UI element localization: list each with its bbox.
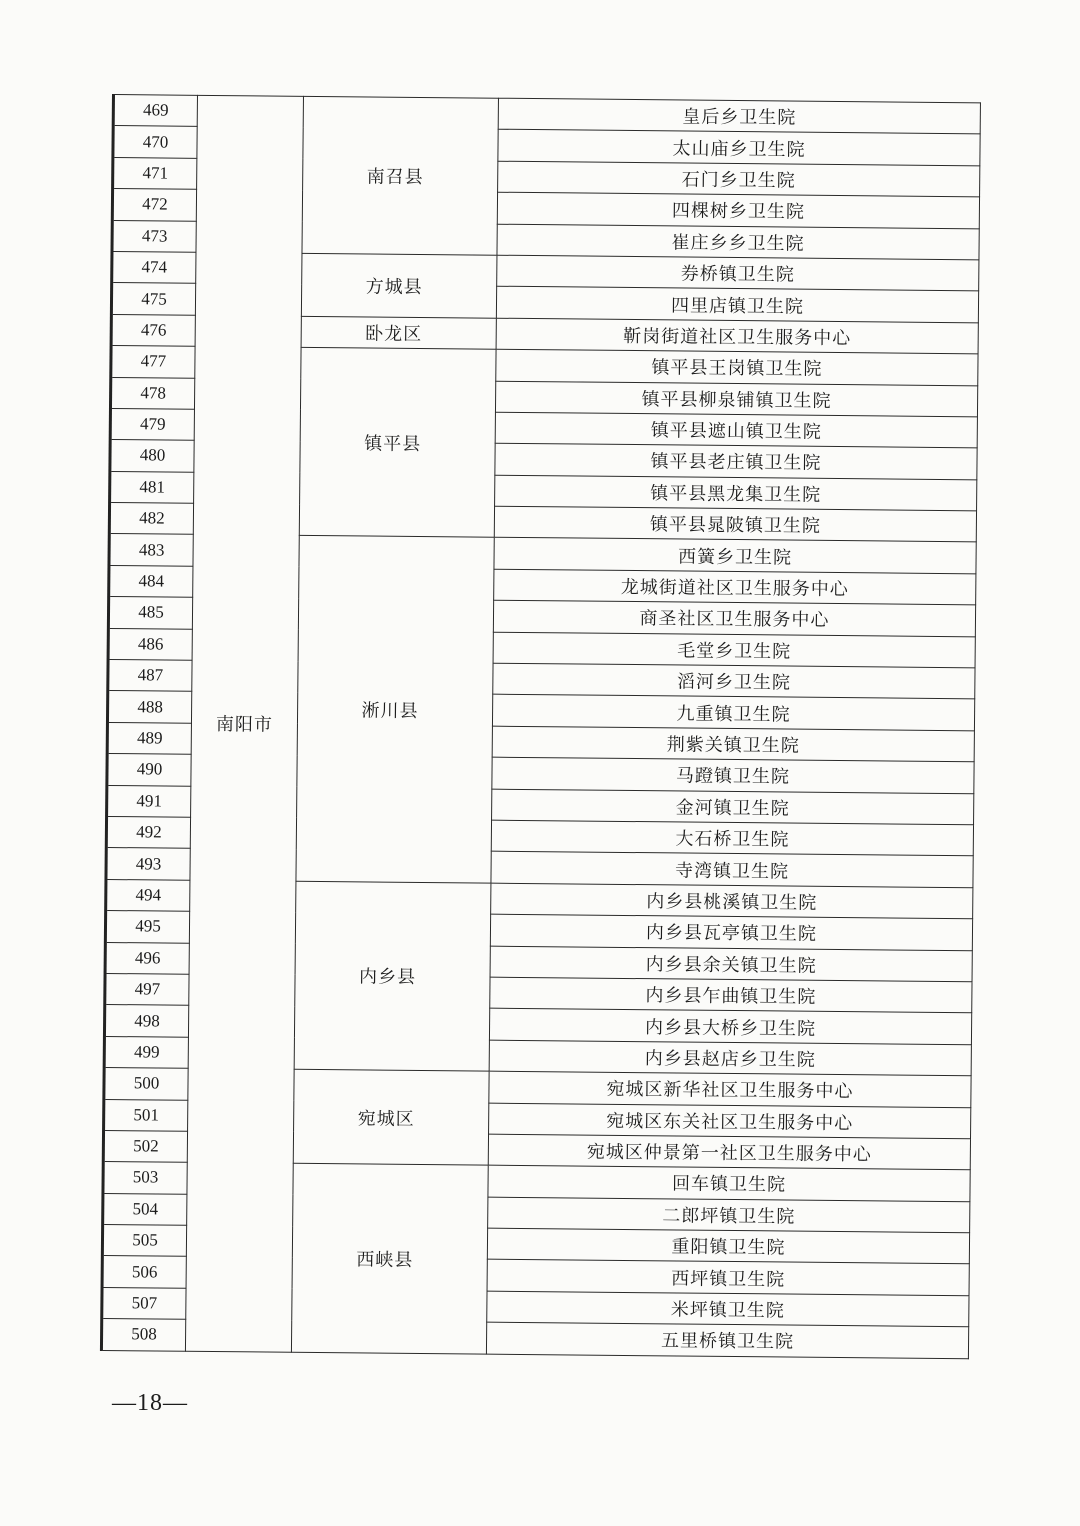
hospital-name: 四棵树乡卫生院 — [671, 200, 805, 224]
hospital-name: 皇后乡卫生院 — [682, 106, 797, 129]
hospital-cell — [498, 130, 980, 166]
row-number: 470 — [113, 126, 197, 158]
hospital-name: 米坪镇卫生院 — [670, 1299, 785, 1322]
hospital-cell — [496, 287, 978, 323]
row-number: 479 — [110, 408, 194, 440]
hospital-cell — [490, 946, 972, 982]
hospital-name: 石门乡卫生院 — [681, 169, 796, 192]
hospital-cell — [491, 883, 973, 919]
hospital-cell — [497, 224, 979, 260]
hospital-cell — [497, 192, 979, 228]
row-number: 482 — [109, 503, 193, 535]
hospital-name: 镇平县柳泉铺镇卫生院 — [641, 388, 832, 412]
hospital-cell — [487, 1260, 969, 1296]
hospital-name: 内乡县乍曲镇卫生院 — [645, 985, 817, 1008]
hospital-name: 荆紫关镇卫生院 — [666, 734, 800, 757]
hospital-cell — [492, 789, 974, 825]
hospital-name: 镇平县遮山镇卫生院 — [650, 420, 822, 443]
county-cell: 卧龙区 — [301, 316, 496, 349]
hospital-name: 宛城区新华社区卫生服务中心 — [606, 1079, 854, 1103]
hospital-name: 金河镇卫生院 — [675, 797, 790, 820]
hospital-name: 商圣社区卫生服务中心 — [639, 608, 830, 632]
row-number: 492 — [106, 816, 190, 848]
hospital-cell — [492, 726, 974, 762]
hospital-cell — [491, 820, 973, 856]
county-cell: 方城县 — [301, 253, 497, 318]
row-number: 472 — [112, 189, 196, 221]
row-number: 474 — [112, 251, 196, 283]
hospital-name: 马蹬镇卫生院 — [675, 765, 791, 788]
hospital-cell — [491, 852, 973, 888]
hospital-name: 内乡县赵店乡卫生院 — [644, 1048, 816, 1071]
hospital-cell — [490, 977, 972, 1013]
row-number: 495 — [105, 911, 189, 943]
row-number: 478 — [110, 377, 194, 409]
hospital-cell — [489, 1040, 971, 1076]
hospital-cell — [492, 695, 974, 731]
hospital-name: 太山庙乡卫生院 — [672, 137, 806, 161]
hospital-cell — [495, 412, 977, 448]
hospital-cell — [498, 161, 980, 197]
row-number: 475 — [111, 283, 195, 315]
hospital-cell — [495, 381, 977, 417]
hospital-name: 镇平县黑龙集卫生院 — [650, 483, 822, 506]
hospital-name: 宛城区东关社区卫生服务中心 — [606, 1110, 854, 1134]
hospital-name: 内乡县桃溪镇卫生院 — [646, 891, 818, 914]
hospital-name: 毛堂乡卫生院 — [677, 640, 792, 663]
hospital-cell — [489, 1008, 971, 1044]
hospital-name: 寺湾镇卫生院 — [674, 860, 790, 883]
hospital-cell — [494, 538, 976, 574]
hospital-cell — [488, 1165, 970, 1201]
hospital-cell — [487, 1291, 969, 1327]
row-number: 471 — [113, 157, 197, 189]
row-number: 505 — [102, 1225, 186, 1257]
hospital-cell — [496, 349, 978, 385]
county-cell: 镇平县 — [299, 347, 496, 537]
hospital-name: 镇平县王岗镇卫生院 — [651, 357, 823, 381]
row-number: 488 — [107, 691, 191, 723]
hospital-cell — [488, 1197, 970, 1233]
row-number: 489 — [107, 722, 191, 754]
row-number: 477 — [111, 346, 195, 378]
hospital-name: 镇平县晁陂镇卫生院 — [649, 514, 821, 538]
row-number: 497 — [105, 973, 189, 1005]
county-cell: 内乡县 — [294, 881, 491, 1071]
row-number: 502 — [103, 1130, 187, 1162]
hospital-cell — [493, 632, 975, 668]
hospital-name: 重阳镇卫生院 — [671, 1236, 786, 1259]
hospital-cell — [494, 569, 976, 605]
row-number: 501 — [104, 1099, 188, 1131]
hospital-cell — [493, 663, 975, 699]
row-number: 498 — [104, 1005, 188, 1037]
hospital-name: 内乡县余关镇卫生院 — [645, 953, 817, 977]
row-number: 493 — [106, 848, 190, 880]
row-number: 487 — [108, 660, 192, 692]
table-row — [113, 95, 980, 135]
row-number: 480 — [110, 440, 194, 472]
hospital-cell — [494, 506, 976, 542]
hospital-cell — [493, 600, 975, 636]
hospital-name: 二郎坪镇卫生院 — [662, 1205, 796, 1228]
hospital-cell — [497, 255, 979, 291]
hospital-cell — [492, 757, 974, 793]
county-cell: 西峡县 — [291, 1164, 488, 1354]
hospital-name: 券桥镇卫生院 — [680, 263, 795, 286]
row-number: 484 — [109, 565, 193, 597]
row-number: 508 — [101, 1319, 185, 1351]
hospital-table — [100, 94, 981, 1359]
hospital-name: 大石桥卫生院 — [675, 828, 790, 851]
row-number: 473 — [112, 220, 196, 252]
row-number: 491 — [107, 785, 191, 817]
hospital-cell — [496, 318, 978, 354]
hospital-cell — [495, 443, 977, 479]
hospital-name: 回车镇卫生院 — [671, 1173, 787, 1196]
hospital-cell — [488, 1134, 970, 1170]
hospital-name: 内乡县瓦亭镇卫生院 — [645, 922, 818, 946]
row-number: 483 — [109, 534, 193, 566]
hospital-name: 九重镇卫生院 — [676, 703, 791, 726]
hospital-cell — [498, 98, 980, 134]
hospital-cell — [487, 1228, 969, 1264]
row-number: 506 — [102, 1256, 186, 1288]
row-number: 504 — [103, 1193, 187, 1225]
city-cell: 南阳市 — [185, 95, 303, 1352]
row-number: 494 — [106, 879, 190, 911]
hospital-name: 宛城区仲景第一社区卫生服务中心 — [586, 1141, 872, 1166]
hospital-name: 五里桥镇卫生院 — [660, 1330, 795, 1354]
row-number: 485 — [108, 597, 192, 629]
row-number: 496 — [105, 942, 189, 974]
county-cell: 南召县 — [302, 96, 498, 255]
hospital-name: 滔河乡卫生院 — [676, 671, 791, 694]
hospital-name: 西簧乡卫生院 — [677, 546, 793, 569]
row-number: 490 — [107, 754, 191, 786]
hospital-name: 四里店镇卫生院 — [670, 294, 805, 318]
row-number: 500 — [104, 1068, 188, 1100]
county-cell: 淅川县 — [296, 536, 494, 883]
row-number: 507 — [102, 1287, 186, 1319]
hospital-cell — [490, 914, 972, 950]
row-number: 486 — [108, 628, 192, 660]
county-cell: 宛城区 — [293, 1069, 489, 1165]
row-number: 481 — [110, 471, 194, 503]
row-number: 503 — [103, 1162, 187, 1194]
row-number: 469 — [113, 95, 197, 127]
row-number: 499 — [104, 1036, 188, 1068]
hospital-name: 镇平县老庄镇卫生院 — [650, 451, 822, 475]
table-body — [101, 95, 980, 1359]
row-number: 476 — [111, 314, 195, 346]
hospital-cell — [495, 475, 977, 511]
hospital-name: 西坪镇卫生院 — [671, 1268, 786, 1291]
hospital-name: 内乡县大桥乡卫生院 — [644, 1016, 817, 1040]
page-number: —18— — [112, 1390, 188, 1416]
hospital-cell — [486, 1322, 968, 1358]
hospital-name: 崔庄乡乡卫生院 — [671, 232, 805, 255]
hospital-name: 靳岗街道社区卫生服务中心 — [623, 325, 852, 350]
hospital-cell — [489, 1103, 971, 1139]
hospital-cell — [489, 1071, 971, 1107]
hospital-name: 龙城街道社区卫生服务中心 — [620, 576, 849, 601]
